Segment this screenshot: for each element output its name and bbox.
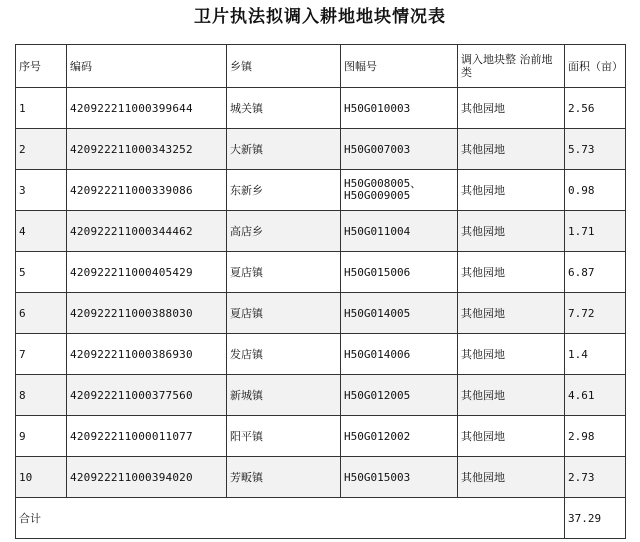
table-row: [16, 170, 626, 211]
cell-town: 芳畈镇: [227, 457, 341, 498]
header-seq: 序号: [16, 45, 67, 88]
table-row: [16, 416, 626, 457]
cell-sheet: H50G014006: [341, 334, 458, 375]
cell-type: 其他园地: [458, 211, 565, 252]
cell-area: 2.73: [565, 457, 626, 498]
cell-sheet: H50G008005、H50G009005: [341, 170, 458, 211]
cell-town: 城关镇: [227, 88, 341, 129]
cell-area: 7.72: [565, 293, 626, 334]
cell-sheet: H50G015006: [341, 252, 458, 293]
cell-seq: 3: [16, 170, 67, 211]
cell-code: 420922211000377560: [67, 375, 227, 416]
header-code: 编码: [67, 45, 227, 88]
cell-sheet: H50G015003: [341, 457, 458, 498]
table-row: [16, 457, 626, 498]
table-row: [16, 334, 626, 375]
cell-area: 6.87: [565, 252, 626, 293]
table-header-row: [16, 45, 626, 88]
cell-seq: 7: [16, 334, 67, 375]
cell-code: 420922211000394020: [67, 457, 227, 498]
cell-sheet: H50G014005: [341, 293, 458, 334]
cell-code: 420922211000344462: [67, 211, 227, 252]
cell-code: 420922211000388030: [67, 293, 227, 334]
cell-town: 大新镇: [227, 129, 341, 170]
cell-type: 其他园地: [458, 416, 565, 457]
cell-area: 2.98: [565, 416, 626, 457]
cell-area: 0.98: [565, 170, 626, 211]
cell-area: 5.73: [565, 129, 626, 170]
table-row: [16, 88, 626, 129]
cell-area: 4.61: [565, 375, 626, 416]
table-total-row: [16, 498, 626, 539]
cell-sheet: H50G011004: [341, 211, 458, 252]
cell-town: 新城镇: [227, 375, 341, 416]
cell-area: 1.71: [565, 211, 626, 252]
cell-seq: 2: [16, 129, 67, 170]
parcel-table: [15, 44, 626, 539]
cell-town: 东新乡: [227, 170, 341, 211]
cell-seq: 4: [16, 211, 67, 252]
cell-seq: 8: [16, 375, 67, 416]
cell-code: 420922211000339086: [67, 170, 227, 211]
cell-town: 夏店镇: [227, 252, 341, 293]
cell-code: 420922211000343252: [67, 129, 227, 170]
cell-seq: 9: [16, 416, 67, 457]
cell-sheet: H50G010003: [341, 88, 458, 129]
header-sheet: 图幅号: [341, 45, 458, 88]
cell-town: 夏店镇: [227, 293, 341, 334]
cell-sheet: H50G012005: [341, 375, 458, 416]
page-title: 卫片执法拟调入耕地地块情况表: [194, 7, 446, 27]
cell-type: 其他园地: [458, 293, 565, 334]
table-row: [16, 252, 626, 293]
header-type: 调入地块整 治前地类: [458, 45, 565, 88]
cell-seq: 6: [16, 293, 67, 334]
cell-type: 其他园地: [458, 457, 565, 498]
table-row: [16, 211, 626, 252]
table-row: [16, 375, 626, 416]
cell-code: 420922211000386930: [67, 334, 227, 375]
cell-town: 高店乡: [227, 211, 341, 252]
table-row: [16, 129, 626, 170]
cell-town: 阳平镇: [227, 416, 341, 457]
cell-code: 420922211000011077: [67, 416, 227, 457]
cell-type: 其他园地: [458, 170, 565, 211]
cell-seq: 1: [16, 88, 67, 129]
header-town: 乡镇: [227, 45, 341, 88]
cell-area: 2.56: [565, 88, 626, 129]
cell-code: 420922211000405429: [67, 252, 227, 293]
cell-type: 其他园地: [458, 129, 565, 170]
header-area: 面积（亩）: [565, 45, 626, 88]
cell-type: 其他园地: [458, 334, 565, 375]
cell-code: 420922211000399644: [67, 88, 227, 129]
table-row: [16, 293, 626, 334]
cell-sheet: H50G012002: [341, 416, 458, 457]
cell-area: 1.4: [565, 334, 626, 375]
cell-type: 其他园地: [458, 375, 565, 416]
cell-seq: 5: [16, 252, 67, 293]
cell-town: 发店镇: [227, 334, 341, 375]
cell-type: 其他园地: [458, 252, 565, 293]
cell-sheet: H50G007003: [341, 129, 458, 170]
cell-seq: 10: [16, 457, 67, 498]
total-label: 合计: [16, 498, 565, 539]
total-value: 37.29: [565, 498, 626, 539]
cell-type: 其他园地: [458, 88, 565, 129]
